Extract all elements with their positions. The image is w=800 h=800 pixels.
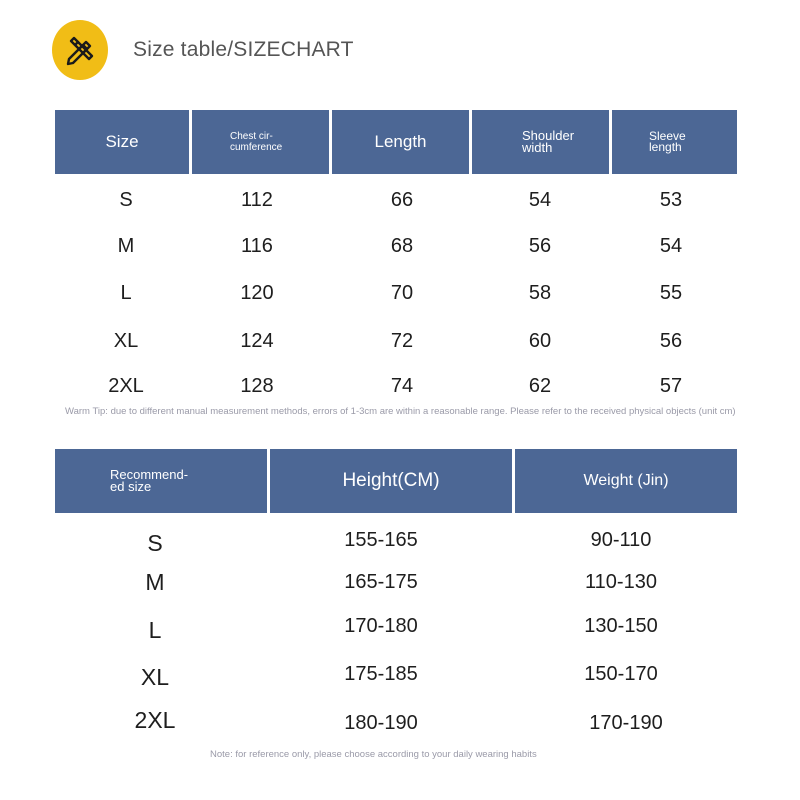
- cell-length: 70: [390, 282, 414, 304]
- cell-length: 74: [390, 375, 414, 397]
- cell-shoulder: 58: [528, 282, 552, 304]
- warm-tip-note: Warm Tip: due to different manual measurement methods, errors of 1-3cm are within a reasonable range. Please refer to the received physical objects (unit cm): [65, 406, 736, 417]
- col-shoulder: Shoulder width: [472, 110, 609, 174]
- cell-chest: 116: [241, 235, 273, 257]
- col-length: Length: [332, 110, 469, 174]
- col-sleeve: Sleeve length: [612, 110, 737, 174]
- cell-size: XL: [140, 664, 170, 690]
- cell-size: M: [117, 235, 135, 257]
- cell-size: 2XL: [134, 707, 176, 733]
- cell-length: 66: [390, 189, 414, 211]
- recommend-table-header: [55, 449, 737, 513]
- logo: [52, 20, 108, 80]
- table-row: [55, 326, 737, 356]
- table-row: [55, 185, 737, 215]
- cell-weight: 150-170: [584, 663, 658, 685]
- cell-weight: 170-190: [589, 712, 663, 734]
- cell-chest: 128: [240, 375, 274, 397]
- cell-size: S: [147, 530, 163, 556]
- cell-height: 170-180: [344, 615, 418, 637]
- cell-shoulder: 62: [528, 375, 552, 397]
- cell-size: L: [120, 282, 132, 304]
- cell-height: 155-165: [344, 529, 418, 551]
- size-table-header: [55, 110, 737, 174]
- cell-size: S: [119, 189, 133, 211]
- table-row: [55, 371, 737, 401]
- col-chest: Chest cir- cumference: [192, 110, 329, 174]
- table-row: [55, 278, 737, 308]
- cell-size: L: [148, 617, 162, 643]
- cell-size: M: [145, 569, 165, 595]
- cell-height: 175-185: [344, 663, 418, 685]
- cell-chest: 112: [241, 189, 273, 211]
- cell-weight: 90-110: [590, 529, 652, 551]
- cell-shoulder: 60: [528, 330, 552, 352]
- table-row: [55, 525, 737, 555]
- page-title: Size table/SIZECHART: [133, 38, 354, 61]
- col-weight: Weight (Jin): [515, 449, 737, 513]
- table-row: [55, 659, 737, 689]
- cell-chest: 124: [240, 330, 274, 352]
- cell-length: 72: [390, 330, 414, 352]
- col-height: Height(CM): [270, 449, 512, 513]
- reference-note: Note: for reference only, please choose according to your daily wearing habits: [210, 749, 537, 760]
- cell-shoulder: 54: [528, 189, 552, 211]
- pencil-ruler-icon: [60, 30, 100, 70]
- table-row: [55, 231, 737, 261]
- cell-length: 68: [390, 235, 414, 257]
- cell-size: 2XL: [108, 375, 144, 397]
- cell-weight: 130-150: [584, 615, 658, 637]
- cell-size: XL: [113, 330, 139, 352]
- col-size: Size: [55, 110, 189, 174]
- cell-weight: 110-130: [585, 571, 657, 593]
- col-recommended-size: Recommend- ed size: [55, 449, 267, 513]
- cell-shoulder: 56: [528, 235, 552, 257]
- cell-sleeve: 56: [659, 330, 683, 352]
- cell-sleeve: 55: [659, 282, 683, 304]
- cell-sleeve: 57: [659, 375, 683, 397]
- cell-height: 180-190: [344, 712, 418, 734]
- cell-sleeve: 53: [659, 189, 683, 211]
- cell-sleeve: 54: [659, 235, 683, 257]
- cell-height: 165-175: [344, 571, 418, 593]
- table-row: [55, 708, 737, 738]
- cell-chest: 120: [240, 282, 274, 304]
- table-row: [55, 611, 737, 641]
- table-row: [55, 567, 737, 597]
